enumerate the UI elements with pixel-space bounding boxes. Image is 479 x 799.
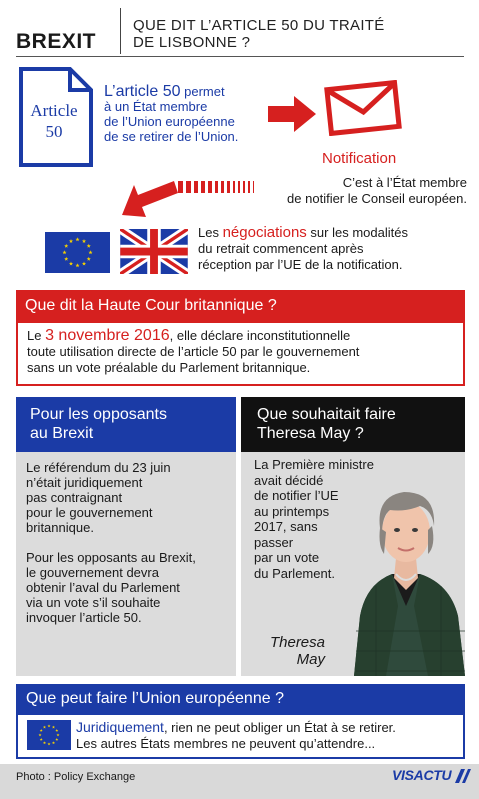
notification-title: Notification <box>322 150 397 167</box>
eu-highlight: Juridiquement <box>76 719 164 735</box>
text-line: toute utilisation directe de l’article 50 par le gouvernement <box>27 344 360 359</box>
theresa-may-text <box>254 457 374 581</box>
text-line: britannique. <box>26 520 94 535</box>
text-line: via un vote s’il souhaite <box>26 595 161 610</box>
heading-line: Theresa May ? <box>257 425 364 442</box>
article-description <box>104 84 238 144</box>
envelope-icon <box>323 80 403 136</box>
text-line: Les autres États membres ne peuvent qu’attendre... <box>76 735 376 751</box>
opponents-paragraph-2 <box>26 550 236 625</box>
header <box>0 0 479 60</box>
page-title <box>133 17 385 51</box>
header-divider <box>120 8 121 54</box>
logo-part: VIS <box>392 767 414 783</box>
text-line: avait décidé <box>254 472 324 488</box>
caption-line: Theresa <box>269 634 325 651</box>
document-label <box>18 100 90 142</box>
photo-caption <box>263 634 325 668</box>
theresa-may-heading <box>241 397 465 452</box>
text-line: pas contraignant <box>26 490 123 505</box>
text-line: Le référendum du 23 juin <box>26 460 171 475</box>
eu-heading: Que peut faire l’Union européenne ? <box>16 684 465 715</box>
text-fragment: , elle déclare inconstitutionnelle <box>169 328 351 343</box>
opponents-body <box>16 452 236 676</box>
text-line: de notifier le Conseil européen. <box>287 191 467 206</box>
logo-mark-icon <box>455 769 471 783</box>
text-line: de se retirer de l’Union. <box>104 129 239 144</box>
negotiation-highlight: négociations <box>222 224 307 241</box>
text-line: n’était juridiquement <box>26 475 143 490</box>
text-line: du retrait commencent après <box>198 241 364 256</box>
document-label-line: 50 <box>45 122 63 141</box>
eu-flag-small-icon <box>27 720 71 750</box>
opponents-paragraph-1 <box>26 460 236 535</box>
arrow-right-icon <box>268 94 318 134</box>
uk-flag-icon <box>120 229 188 274</box>
text-fragment: , rien ne peut obliger un État à se retirer. <box>163 720 396 735</box>
notification-text <box>262 175 467 207</box>
text-line: sans un vote préalable du Parlement britannique. <box>27 360 311 375</box>
text-line: par un vote <box>254 550 320 565</box>
text-line: réception par l’UE de la notification. <box>198 257 403 272</box>
high-court-date: 3 novembre 2016 <box>45 327 170 344</box>
eu-text <box>76 720 396 751</box>
text-line: le gouvernement devra <box>26 565 159 580</box>
document-label-line: Article <box>30 101 78 120</box>
negotiation-text <box>198 225 468 273</box>
article-document-icon <box>18 66 96 168</box>
header-rule <box>16 56 464 57</box>
text-line: La Première ministre <box>254 457 374 472</box>
title-line: QUE DIT L’ARTICLE 50 DU TRAITÉ <box>133 17 385 34</box>
caption-line: May <box>296 651 325 668</box>
text-line: de notifier l’UE <box>254 488 339 503</box>
text-fragment: permet <box>180 84 225 99</box>
text-line: du Parlement. <box>254 565 335 581</box>
heading-line: Que souhaitait faire <box>257 406 396 423</box>
text-line: au printemps <box>254 503 330 519</box>
eu-body <box>16 715 465 759</box>
title-line: DE LISBONNE ? <box>133 34 251 51</box>
text-line: Pour les opposants au Brexit, <box>26 550 196 565</box>
footer <box>0 764 479 799</box>
logo-part: ACTU <box>413 767 452 783</box>
text-line: obtenir l’aval du Parlement <box>26 580 180 595</box>
text-line: pour le gouvernement <box>26 505 153 520</box>
photo-credit: Photo : Policy Exchange <box>16 771 136 783</box>
text-line: passer <box>254 534 294 550</box>
visactu-logo <box>392 767 471 783</box>
text-line: invoquer l’article 50. <box>26 610 142 625</box>
high-court-heading: Que dit la Haute Cour britannique ? <box>16 290 465 323</box>
theresa-may-body <box>241 452 465 676</box>
text-fragment: sur les modalités <box>306 225 408 240</box>
opponents-heading <box>16 397 236 452</box>
text-fragment: Le <box>27 328 46 343</box>
text-fragment: Les <box>198 225 223 240</box>
article-emphasis: L’article 50 <box>104 83 181 100</box>
eu-flag-icon <box>45 232 110 273</box>
text-line: de l’Union européenne <box>104 114 235 129</box>
brand-title: BREXIT <box>16 30 97 53</box>
arrow-left-icon <box>120 175 262 219</box>
text-line: 2017, sans <box>254 519 318 534</box>
heading-line: au Brexit <box>30 425 94 442</box>
text-line: C’est à l’État membre <box>342 175 467 190</box>
heading-line: Pour les opposants <box>30 406 167 423</box>
high-court-body <box>16 323 465 386</box>
text-line: à un État membre <box>104 99 208 114</box>
